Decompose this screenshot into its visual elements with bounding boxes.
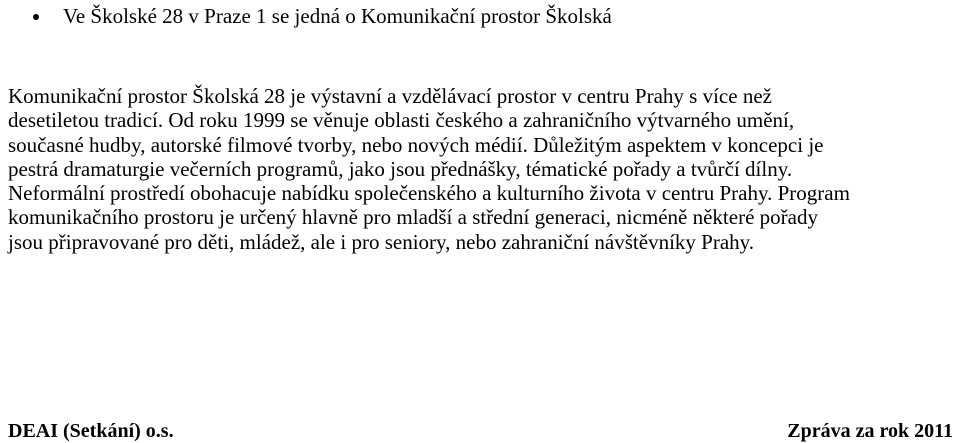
paragraph-line: Neformální prostředí obohacuje nabídku společenského a kulturního života v centru Prahy. Program: [8, 181, 850, 206]
paragraph-line: Komunikační prostor Školská 28 je výstavní a vzdělávací prostor v centru Prahy s více než: [8, 84, 772, 108]
paragraph-line: pestrá dramaturgie večerních programů, jako jsou přednášky, tématické pořady a tvůrčí dílny.: [8, 156, 793, 181]
footer-report-title: Zpráva za rok 2011: [787, 420, 953, 442]
paragraph-line: jsou připravované pro děti, mládež, ale i pro seniory, nebo zahraniční návštěvníky Prahy.: [8, 229, 755, 254]
footer-organization: DEAI (Setkání) o.s.: [8, 420, 174, 442]
paragraph-line: desetiletou tradicí. Od roku 1999 se věnuje oblasti českého a zahraničního výtvarného umění,: [8, 108, 795, 133]
bullet-item: [0, 0, 959, 34]
paragraph-line: komunikačního prostoru je určený hlavně pro mladší a střední generaci, nicméně některé pořady: [8, 205, 818, 230]
body-paragraph: [8, 84, 953, 254]
bullet-item-text: Ve Školské 28 v Praze 1 se jedná o Komunikační prostor Školská: [63, 4, 612, 28]
bullet-dot-icon: [33, 14, 39, 20]
page-footer: [0, 418, 959, 443]
paragraph-line: současné hudby, autorské filmové tvorby, nebo nových médií. Důležitým aspektem v koncepci je: [8, 132, 824, 157]
